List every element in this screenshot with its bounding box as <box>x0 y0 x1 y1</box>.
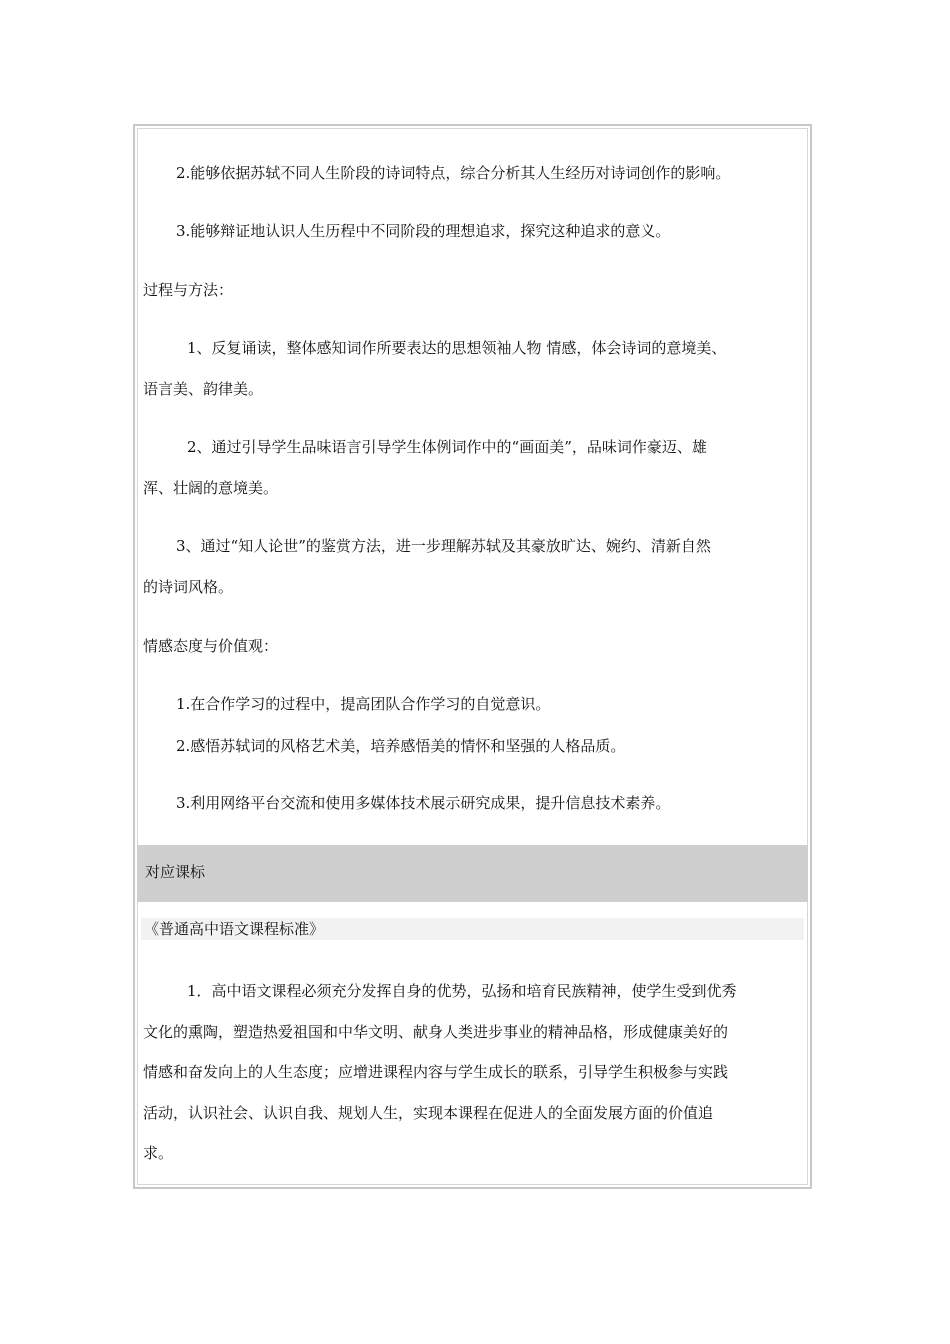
standards-section-label: 对应课标 <box>145 863 206 881</box>
process-method-1-line1: 1、反复诵读，整体感知词作所要表达的思想领袖人物 情感，体会诗词的意境美、 <box>187 339 727 357</box>
process-method-2-line1: 2、通过引导学生品味语言引导学生体例词作中的“画面美”，品味词作豪迈、雄 <box>187 438 707 456</box>
standards-book-title: 《普通高中语文课程标准》 <box>144 920 325 938</box>
standards-paragraph-line5: 求。 <box>143 1144 174 1162</box>
knowledge-goal-3: 3.能够辩证地认识人生历程中不同阶段的理想追求，探究这种追求的意义。 <box>176 222 671 240</box>
knowledge-goal-2: 2.能够依据苏轼不同人生阶段的诗词特点，综合分析其人生经历对诗词创作的影响。 <box>176 164 731 182</box>
standards-paragraph-line4: 活动，认识社会、认识自我、规划人生，实现本课程在促进人的全面发展方面的价值追 <box>143 1104 714 1122</box>
standards-paragraph-line1: 1．高中语文课程必须充分发挥自身的优势，弘扬和培育民族精神，使学生受到优秀 <box>187 982 737 1000</box>
process-method-3-line1: 3、通过“知人论世”的鉴赏方法，进一步理解苏轼及其豪放旷达、婉约、清新自然 <box>176 537 711 555</box>
standards-paragraph-line2: 文化的熏陶，塑造热爱祖国和中华文明、献身人类进步事业的精神品格，形成健康美好的 <box>143 1023 729 1041</box>
process-method-2-line2: 浑、壮阔的意境美。 <box>143 479 279 497</box>
emotion-value-3: 3.利用网络平台交流和使用多媒体技术展示研究成果，提升信息技术素养。 <box>176 794 671 812</box>
standards-title-row <box>141 918 804 940</box>
standards-paragraph-line3: 情感和奋发向上的人生态度；应增进课程内容与学生成长的联系，引导学生积极参与实践 <box>143 1063 729 1081</box>
process-method-3-line2: 的诗词风格。 <box>143 578 234 596</box>
standards-section-header <box>137 845 808 902</box>
emotion-values-heading: 情感态度与价值观： <box>143 637 279 655</box>
emotion-value-2: 2.感悟苏轼词的风格艺术美，培养感悟美的情怀和坚强的人格品质。 <box>176 737 626 755</box>
process-methods-heading: 过程与方法： <box>143 281 234 299</box>
process-method-1-line2: 语言美、韵律美。 <box>143 380 264 398</box>
emotion-value-1: 1.在合作学习的过程中，提高团队合作学习的自觉意识。 <box>176 695 551 713</box>
